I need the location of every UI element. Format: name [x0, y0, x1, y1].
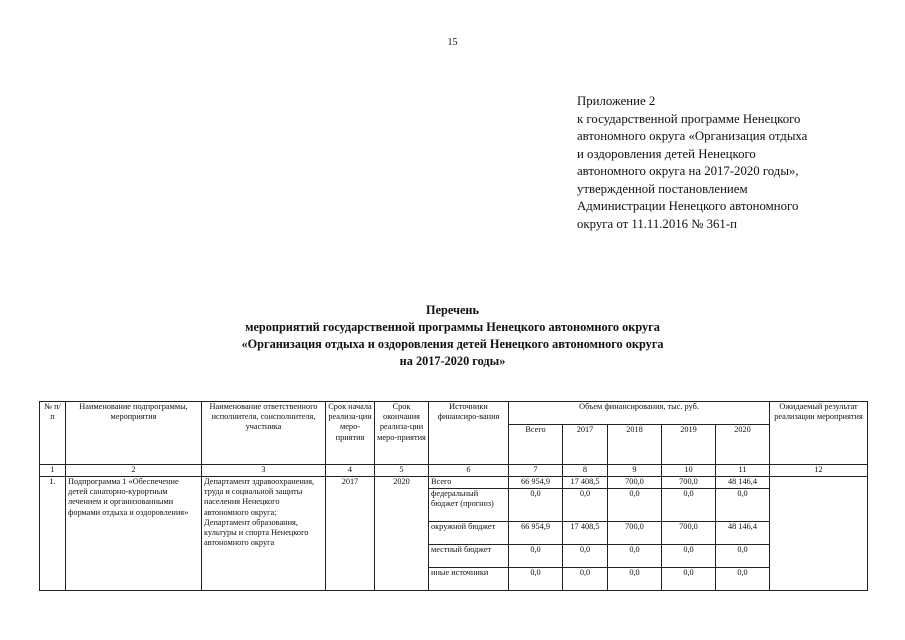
appendix-line: к государственной программе Ненецкого — [577, 111, 801, 126]
document-title — [0, 302, 905, 370]
amount-total: 66 954,9 — [509, 477, 563, 489]
title-line: «Организация отдыха и оздоровления детей Ненецкого автономного округа — [241, 337, 664, 351]
amount-2018: 700,0 — [608, 477, 662, 489]
amount-2018: 700,0 — [608, 522, 662, 545]
column-number: 12 — [770, 465, 868, 477]
appendix-line: Администрации Ненецкого автономного — [577, 199, 799, 213]
header-funding: Объем финансирования, тыс. руб. — [509, 402, 770, 425]
amount-2017: 0,0 — [563, 568, 608, 591]
header-2018: 2018 — [608, 425, 662, 465]
amount-2017: 0,0 — [563, 545, 608, 568]
title-line: на 2017-2020 годы» — [399, 354, 506, 368]
amount-2020: 0,0 — [716, 545, 770, 568]
funding-source: иные источники — [429, 568, 509, 591]
header-2020: 2020 — [716, 425, 770, 465]
column-number-row — [40, 465, 868, 477]
header-total: Всего — [509, 425, 563, 465]
header-source: Источники финансиро-вания — [429, 402, 509, 465]
header-row — [40, 402, 868, 425]
header-end: Срок окончания реализа-ции меро-приятия — [375, 402, 429, 465]
appendix-line: Приложение 2 — [577, 94, 656, 108]
amount-2020: 48 146,4 — [716, 477, 770, 489]
expected-result — [770, 477, 868, 591]
column-number: 7 — [509, 465, 563, 477]
column-number: 1 — [40, 465, 66, 477]
column-number: 5 — [375, 465, 429, 477]
header-result: Ожидаемый результат реализации мероприятия — [770, 402, 868, 465]
amount-2020: 0,0 — [716, 489, 770, 522]
header-2017: 2017 — [563, 425, 608, 465]
appendix-line: округа от 11.11.2016 № 361-п — [577, 216, 737, 231]
column-number: 6 — [429, 465, 509, 477]
funding-source: окружной бюджет — [429, 522, 509, 545]
amount-total: 0,0 — [509, 489, 563, 522]
page-number: 15 — [447, 37, 458, 48]
appendix-line: автономного округа «Организация отдыха — [577, 129, 808, 143]
funding-source: местный бюджет — [429, 545, 509, 568]
amount-2017: 0,0 — [563, 489, 608, 522]
subprogram-name: Подпрограмма 1 «Обеспечение детей санаторно-курортным лечением и организованными формами отдыха и оздоровления» — [66, 477, 202, 591]
column-number: 8 — [563, 465, 608, 477]
header-name: Наименование подпрограммы, мероприятия — [66, 402, 202, 465]
amount-2018: 0,0 — [608, 568, 662, 591]
amount-2017: 17 408,5 — [563, 522, 608, 545]
column-number: 10 — [662, 465, 716, 477]
header-2019: 2019 — [662, 425, 716, 465]
header-start: Срок начала реализа-ции меро-приятия — [326, 402, 375, 465]
funding-source: Всего — [429, 477, 509, 489]
amount-2019: 0,0 — [662, 489, 716, 522]
amount-2018: 0,0 — [608, 489, 662, 522]
amount-2020: 48 146,4 — [716, 522, 770, 545]
funding-source: федеральный бюджет (прогноз) — [429, 489, 509, 522]
amount-2018: 0,0 — [608, 545, 662, 568]
table-row — [40, 477, 868, 489]
appendix-line: автономного округа на 2017-2020 годы», — [577, 164, 799, 178]
amount-2019: 700,0 — [662, 477, 716, 489]
amount-total: 66 954,9 — [509, 522, 563, 545]
amount-2019: 0,0 — [662, 545, 716, 568]
end-year: 2020 — [375, 477, 429, 591]
amount-2017: 17 408,5 — [563, 477, 608, 489]
column-number: 9 — [608, 465, 662, 477]
row-number: 1. — [40, 477, 66, 591]
measures-table — [39, 401, 868, 591]
appendix-line: и оздоровления детей Ненецкого — [577, 146, 756, 161]
column-number: 3 — [202, 465, 326, 477]
appendix-block — [577, 93, 877, 233]
start-year: 2017 — [326, 477, 375, 591]
title-line: мероприятий государственной программы Ненецкого автономного округа — [245, 320, 660, 334]
title-line: Перечень — [426, 303, 479, 317]
amount-2020: 0,0 — [716, 568, 770, 591]
column-number: 11 — [716, 465, 770, 477]
header-num: № п/п — [40, 402, 66, 465]
column-number: 2 — [66, 465, 202, 477]
amount-total: 0,0 — [509, 568, 563, 591]
executor-name: Департамент здравоохранения, труда и социальной защиты населения Ненецкого автономного округа; Департамент образования, культуры и спорта Ненецкого автономного округа — [202, 477, 326, 591]
column-number: 4 — [326, 465, 375, 477]
header-executor: Наименование ответственного исполнителя, соисполнителя, участника — [202, 402, 326, 465]
amount-2019: 700,0 — [662, 522, 716, 545]
appendix-line: утвержденной постановлением — [577, 181, 748, 196]
amount-2019: 0,0 — [662, 568, 716, 591]
amount-total: 0,0 — [509, 545, 563, 568]
